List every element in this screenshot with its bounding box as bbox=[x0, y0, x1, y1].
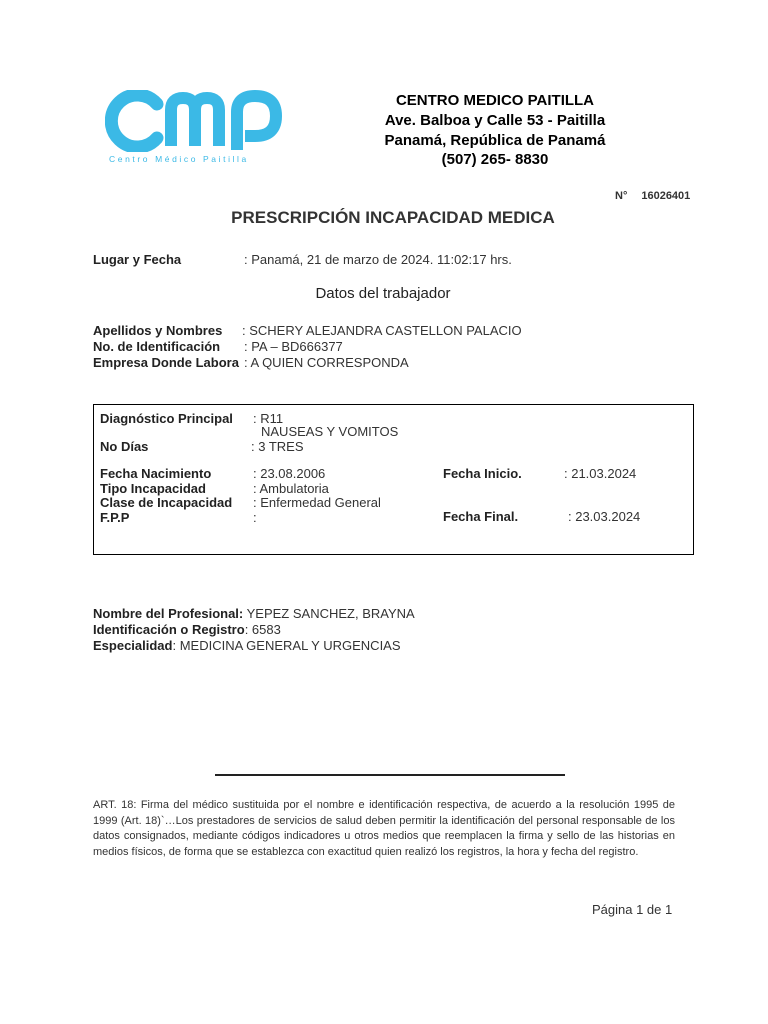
fpp-value: : bbox=[253, 510, 257, 525]
disability-type-value: : Ambulatoria bbox=[253, 481, 329, 496]
professional-name-label: Nombre del Profesional: bbox=[93, 606, 244, 621]
start-date-value: : 21.03.2024 bbox=[564, 466, 637, 481]
worker-id-value: : PA – BD666377 bbox=[244, 339, 343, 354]
professional-specialty-label: Especialidad bbox=[93, 638, 173, 653]
professional-registration bbox=[93, 622, 281, 637]
clinic-logo bbox=[105, 90, 285, 170]
worker-company-label: Empresa Donde Labora bbox=[93, 355, 239, 370]
document-number bbox=[615, 190, 690, 202]
diagnosis-days-label: No Días bbox=[100, 439, 149, 454]
cmp-logo-letters-icon bbox=[105, 90, 285, 152]
worker-company-value: : A QUIEN CORRESPONDA bbox=[244, 355, 409, 370]
place-date-value: : Panamá, 21 de marzo de 2024. 11:02:17 hrs. bbox=[244, 252, 512, 267]
birth-date-label: Fecha Nacimiento bbox=[100, 466, 212, 481]
clinic-address-line1: Ave. Balboa y Calle 53 - Paitilla bbox=[384, 112, 606, 129]
place-date-label: Lugar y Fecha bbox=[93, 252, 182, 267]
disability-type-label: Tipo Incapacidad bbox=[100, 481, 206, 496]
diagnosis-main-code: : R11 bbox=[253, 411, 284, 426]
disability-class-label: Clase de Incapacidad bbox=[100, 495, 233, 510]
disability-class-value: : Enfermedad General bbox=[253, 495, 381, 510]
diagnosis-days-value: : 3 TRES bbox=[251, 439, 304, 454]
worker-section-title: Datos del trabajador bbox=[315, 285, 451, 302]
signature-line bbox=[215, 774, 565, 776]
professional-name-value: YEPEZ SANCHEZ, BRAYNA bbox=[243, 606, 415, 621]
worker-names-value: : SCHERY ALEJANDRA CASTELLON PALACIO bbox=[242, 323, 522, 338]
document-number-value: 16026401 bbox=[641, 190, 691, 202]
professional-registration-value: : 6583 bbox=[244, 622, 281, 637]
start-date-label: Fecha Inicio. bbox=[443, 466, 522, 481]
document-number-label: N° bbox=[615, 190, 628, 202]
worker-names-label: Apellidos y Nombres bbox=[93, 323, 223, 338]
page-number: Página 1 de 1 bbox=[592, 902, 673, 917]
clinic-address-line2: Panamá, República de Panamá bbox=[384, 132, 606, 149]
clinic-phone: (507) 265- 8830 bbox=[441, 151, 549, 168]
legal-article-text: ART. 18: Firma del médico sustituida por el nombre e identificación respectiva, de acuerdo a la resolución 1995 de 1999 (Art. 18)`…Los prestadores de servicios de salud deben permitir la identificación del personal responsable de los datos consignados, mediante códigos indicadores u otros medios que reemplacen la firma y sello de las historias en medios físicos, de forma que se establezca con exactitud quien realizó los registros, la hora y fecha del registro. bbox=[93, 799, 675, 858]
fpp-label: F.P.P bbox=[100, 510, 130, 525]
professional-name bbox=[93, 606, 415, 621]
clinic-name: CENTRO MEDICO PAITILLA bbox=[395, 92, 595, 109]
end-date-value: : 23.03.2024 bbox=[568, 509, 641, 524]
professional-specialty bbox=[93, 638, 401, 653]
professional-registration-label: Identificación o Registro bbox=[93, 622, 245, 637]
end-date-label: Fecha Final. bbox=[443, 509, 519, 524]
logo-subtitle: Centro Médico Paitilla bbox=[109, 154, 249, 164]
professional-specialty-value: : MEDICINA GENERAL Y URGENCIAS bbox=[172, 638, 401, 653]
diagnosis-main-label: Diagnóstico Principal bbox=[100, 411, 233, 426]
document-title: PRESCRIPCIÓN INCAPACIDAD MEDICA bbox=[231, 208, 555, 227]
diagnosis-main-description: NAUSEAS Y VOMITOS bbox=[261, 424, 399, 439]
birth-date-value: : 23.08.2006 bbox=[253, 466, 326, 481]
worker-id-label: No. de Identificación bbox=[93, 339, 221, 354]
